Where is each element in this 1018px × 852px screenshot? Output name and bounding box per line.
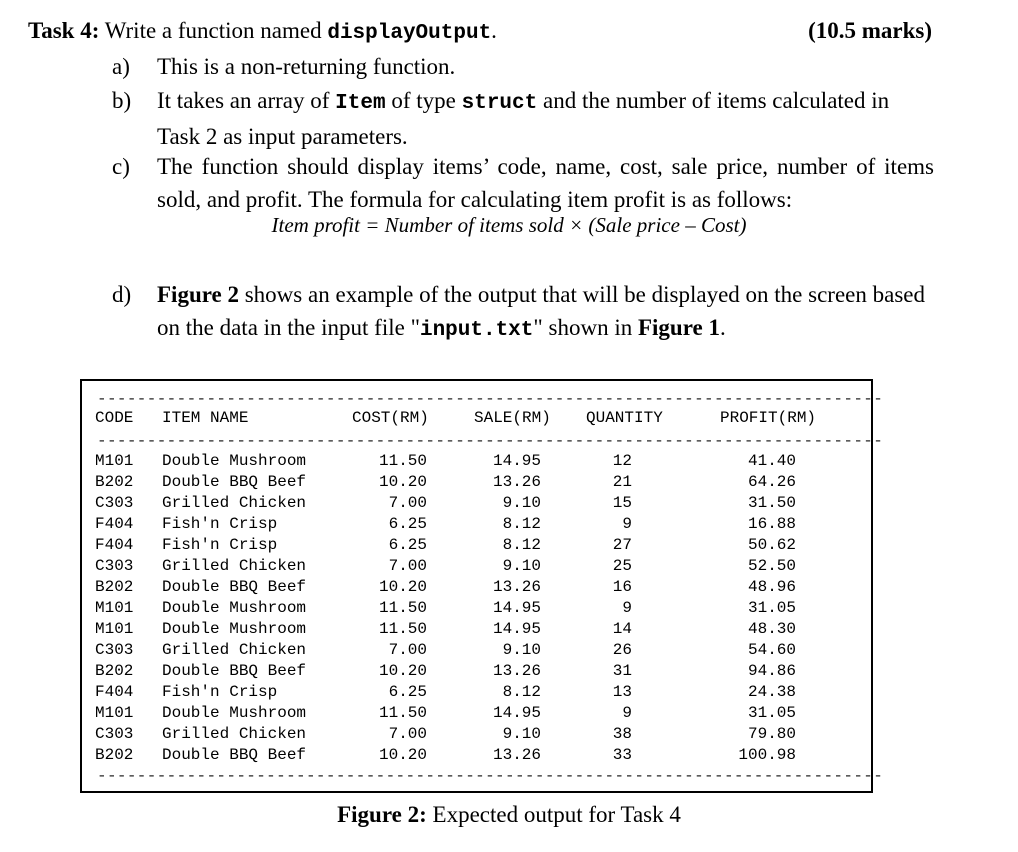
- cell-sale: 9.10: [502, 641, 541, 659]
- table-row: [82, 683, 871, 704]
- item-text-part: shows an example of the output that will be displayed on the screen based on the data in the input file ": [157, 282, 925, 340]
- task-intro-end: .: [491, 18, 497, 43]
- header-code: CODE: [95, 409, 134, 427]
- item-text: This is a non-returning function.: [157, 54, 456, 79]
- table-row: [82, 536, 871, 557]
- caption-label: Figure 2:: [337, 802, 427, 827]
- cell-qty: 25: [612, 557, 632, 575]
- cell-sale: 9.10: [502, 557, 541, 575]
- item-c: [112, 150, 934, 216]
- table-row: [82, 620, 871, 641]
- cell-name: Fish'n Crisp: [162, 683, 278, 701]
- header-cost: COST(RM): [352, 409, 429, 427]
- cell-name: Double Mushroom: [162, 599, 307, 617]
- cell-name: Fish'n Crisp: [162, 536, 278, 554]
- task-marks: (10.5 marks): [808, 18, 932, 43]
- cell-sale: 14.95: [492, 599, 541, 617]
- cell-qty: 27: [612, 536, 632, 554]
- header-name: ITEM NAME: [162, 409, 249, 427]
- cell-sale: 13.26: [492, 746, 541, 764]
- cell-qty: 12: [612, 452, 632, 470]
- caption-text: Expected output for Task 4: [432, 802, 681, 827]
- cell-cost: 11.50: [378, 620, 427, 638]
- cell-sale: 9.10: [502, 494, 541, 512]
- output-header: [82, 409, 871, 431]
- output-rows: [82, 452, 871, 767]
- cell-name: Double Mushroom: [162, 704, 307, 722]
- cell-profit: 16.88: [747, 515, 796, 533]
- cell-sale: 13.26: [492, 662, 541, 680]
- cell-cost: 6.25: [388, 683, 427, 701]
- task-label: Task 4:: [28, 18, 100, 43]
- cell-name: Grilled Chicken: [162, 557, 307, 575]
- cell-code: C303: [95, 494, 134, 512]
- table-row: [82, 473, 871, 494]
- item-text-part: It takes an array of: [157, 88, 330, 113]
- item-text: [157, 278, 934, 347]
- item-b: [112, 84, 934, 153]
- cell-name: Double BBQ Beef: [162, 662, 307, 680]
- dashed-divider: -------------------------------------------------------------------------------: [97, 432, 884, 450]
- cell-profit: 64.26: [747, 473, 796, 491]
- cell-code: M101: [95, 620, 134, 638]
- cell-qty: 16: [612, 578, 632, 596]
- cell-qty: 9: [622, 704, 632, 722]
- cell-qty: 21: [612, 473, 632, 491]
- input-file-name: input.txt: [419, 319, 534, 342]
- cell-profit: 54.60: [747, 641, 796, 659]
- cell-cost: 11.50: [378, 599, 427, 617]
- cell-code: F404: [95, 536, 134, 554]
- table-row: [82, 641, 871, 662]
- cell-profit: 52.50: [747, 557, 796, 575]
- struct-name-code: Item: [335, 92, 386, 115]
- cell-code: C303: [95, 641, 134, 659]
- dashed-divider: -------------------------------------------------------------------------------: [97, 390, 884, 408]
- dashed-divider: -------------------------------------------------------------------------------: [97, 767, 884, 785]
- cell-code: B202: [95, 662, 134, 680]
- cell-profit: 79.80: [747, 725, 796, 743]
- cell-profit: 50.62: [747, 536, 796, 554]
- task-intro: Write a function named: [104, 18, 322, 43]
- figure-ref: Figure 1: [637, 315, 720, 340]
- cell-qty: 14: [612, 620, 632, 638]
- table-row: [82, 599, 871, 620]
- cell-profit: 31.50: [747, 494, 796, 512]
- cell-profit: 31.05: [747, 599, 796, 617]
- cell-qty: 13: [612, 683, 632, 701]
- cell-cost: 6.25: [388, 536, 427, 554]
- cell-profit: 48.96: [747, 578, 796, 596]
- cell-sale: 9.10: [502, 725, 541, 743]
- cell-cost: 10.20: [378, 746, 427, 764]
- cell-cost: 7.00: [388, 494, 427, 512]
- item-text-part: .: [719, 315, 726, 340]
- cell-code: C303: [95, 725, 134, 743]
- cell-name: Double Mushroom: [162, 620, 307, 638]
- cell-profit: 94.86: [747, 662, 796, 680]
- cell-code: F404: [95, 683, 134, 701]
- cell-sale: 13.26: [492, 578, 541, 596]
- item-d: [112, 278, 934, 347]
- table-row: [82, 725, 871, 746]
- cell-cost: 11.50: [378, 452, 427, 470]
- cell-name: Double BBQ Beef: [162, 746, 307, 764]
- cell-cost: 6.25: [388, 515, 427, 533]
- cell-name: Grilled Chicken: [162, 494, 307, 512]
- cell-code: M101: [95, 452, 134, 470]
- cell-cost: 7.00: [388, 641, 427, 659]
- cell-sale: 14.95: [492, 620, 541, 638]
- cell-cost: 10.20: [378, 473, 427, 491]
- output-figure: [80, 379, 884, 793]
- table-row: [82, 452, 871, 473]
- cell-sale: 14.95: [492, 452, 541, 470]
- cell-cost: 10.20: [378, 578, 427, 596]
- cell-sale: 8.12: [502, 683, 541, 701]
- cell-sale: 13.26: [492, 473, 541, 491]
- cell-profit: 100.98: [738, 746, 796, 764]
- item-label: c): [112, 154, 130, 179]
- cell-code: F404: [95, 515, 134, 533]
- item-text-part: and the number of items calculated in Task 2 as input parameters.: [157, 88, 890, 149]
- cell-sale: 14.95: [492, 704, 541, 722]
- cell-qty: 38: [612, 725, 632, 743]
- cell-name: Fish'n Crisp: [162, 515, 278, 533]
- task-title: [28, 18, 497, 45]
- cell-qty: 9: [622, 515, 632, 533]
- cell-sale: 8.12: [502, 515, 541, 533]
- item-text: [157, 84, 934, 153]
- table-row: [82, 494, 871, 515]
- table-row: [82, 578, 871, 599]
- cell-code: B202: [95, 746, 134, 764]
- task-heading: [28, 18, 932, 48]
- cell-cost: 7.00: [388, 725, 427, 743]
- item-label: a): [112, 54, 130, 79]
- cell-cost: 11.50: [378, 704, 427, 722]
- table-row: [82, 662, 871, 683]
- header-profit: PROFIT(RM): [720, 409, 817, 427]
- item-text: The function should display items’ code, name, cost, sale price, number of items sold, and profit. The formula for calculating item profit is as follows:: [157, 154, 934, 212]
- figure-ref: Figure 2: [157, 282, 239, 307]
- cell-code: B202: [95, 578, 134, 596]
- cell-profit: 41.40: [747, 452, 796, 470]
- cell-qty: 26: [612, 641, 632, 659]
- item-text-part: " shown in: [533, 315, 633, 340]
- item-text-part: of type: [391, 88, 456, 113]
- header-quantity: QUANTITY: [586, 409, 663, 427]
- table-row: [82, 704, 871, 725]
- profit-formula: Item profit = Number of items sold × (Sale price – Cost): [271, 213, 747, 237]
- cell-name: Double BBQ Beef: [162, 473, 307, 491]
- cell-cost: 10.20: [378, 662, 427, 680]
- table-row: [82, 557, 871, 578]
- table-row: [82, 515, 871, 536]
- cell-code: B202: [95, 473, 134, 491]
- header-sale: SALE(RM): [474, 409, 551, 427]
- cell-name: Grilled Chicken: [162, 725, 307, 743]
- cell-sale: 8.12: [502, 536, 541, 554]
- cell-name: Grilled Chicken: [162, 641, 307, 659]
- cell-code: M101: [95, 599, 134, 617]
- function-name: displayOutput: [327, 22, 492, 45]
- cell-name: Double Mushroom: [162, 452, 307, 470]
- item-a: [112, 50, 934, 83]
- item-label: d): [112, 282, 132, 307]
- figure-caption: [0, 802, 1018, 828]
- cell-qty: 31: [612, 662, 632, 680]
- cell-name: Double BBQ Beef: [162, 578, 307, 596]
- cell-qty: 33: [612, 746, 632, 764]
- table-row: [82, 746, 871, 767]
- cell-profit: 24.38: [747, 683, 796, 701]
- cell-code: C303: [95, 557, 134, 575]
- cell-profit: 31.05: [747, 704, 796, 722]
- cell-qty: 9: [622, 599, 632, 617]
- cell-cost: 7.00: [388, 557, 427, 575]
- cell-profit: 48.30: [747, 620, 796, 638]
- item-label: b): [112, 88, 132, 113]
- cell-qty: 15: [612, 494, 632, 512]
- struct-keyword-code: struct: [461, 92, 538, 115]
- cell-code: M101: [95, 704, 134, 722]
